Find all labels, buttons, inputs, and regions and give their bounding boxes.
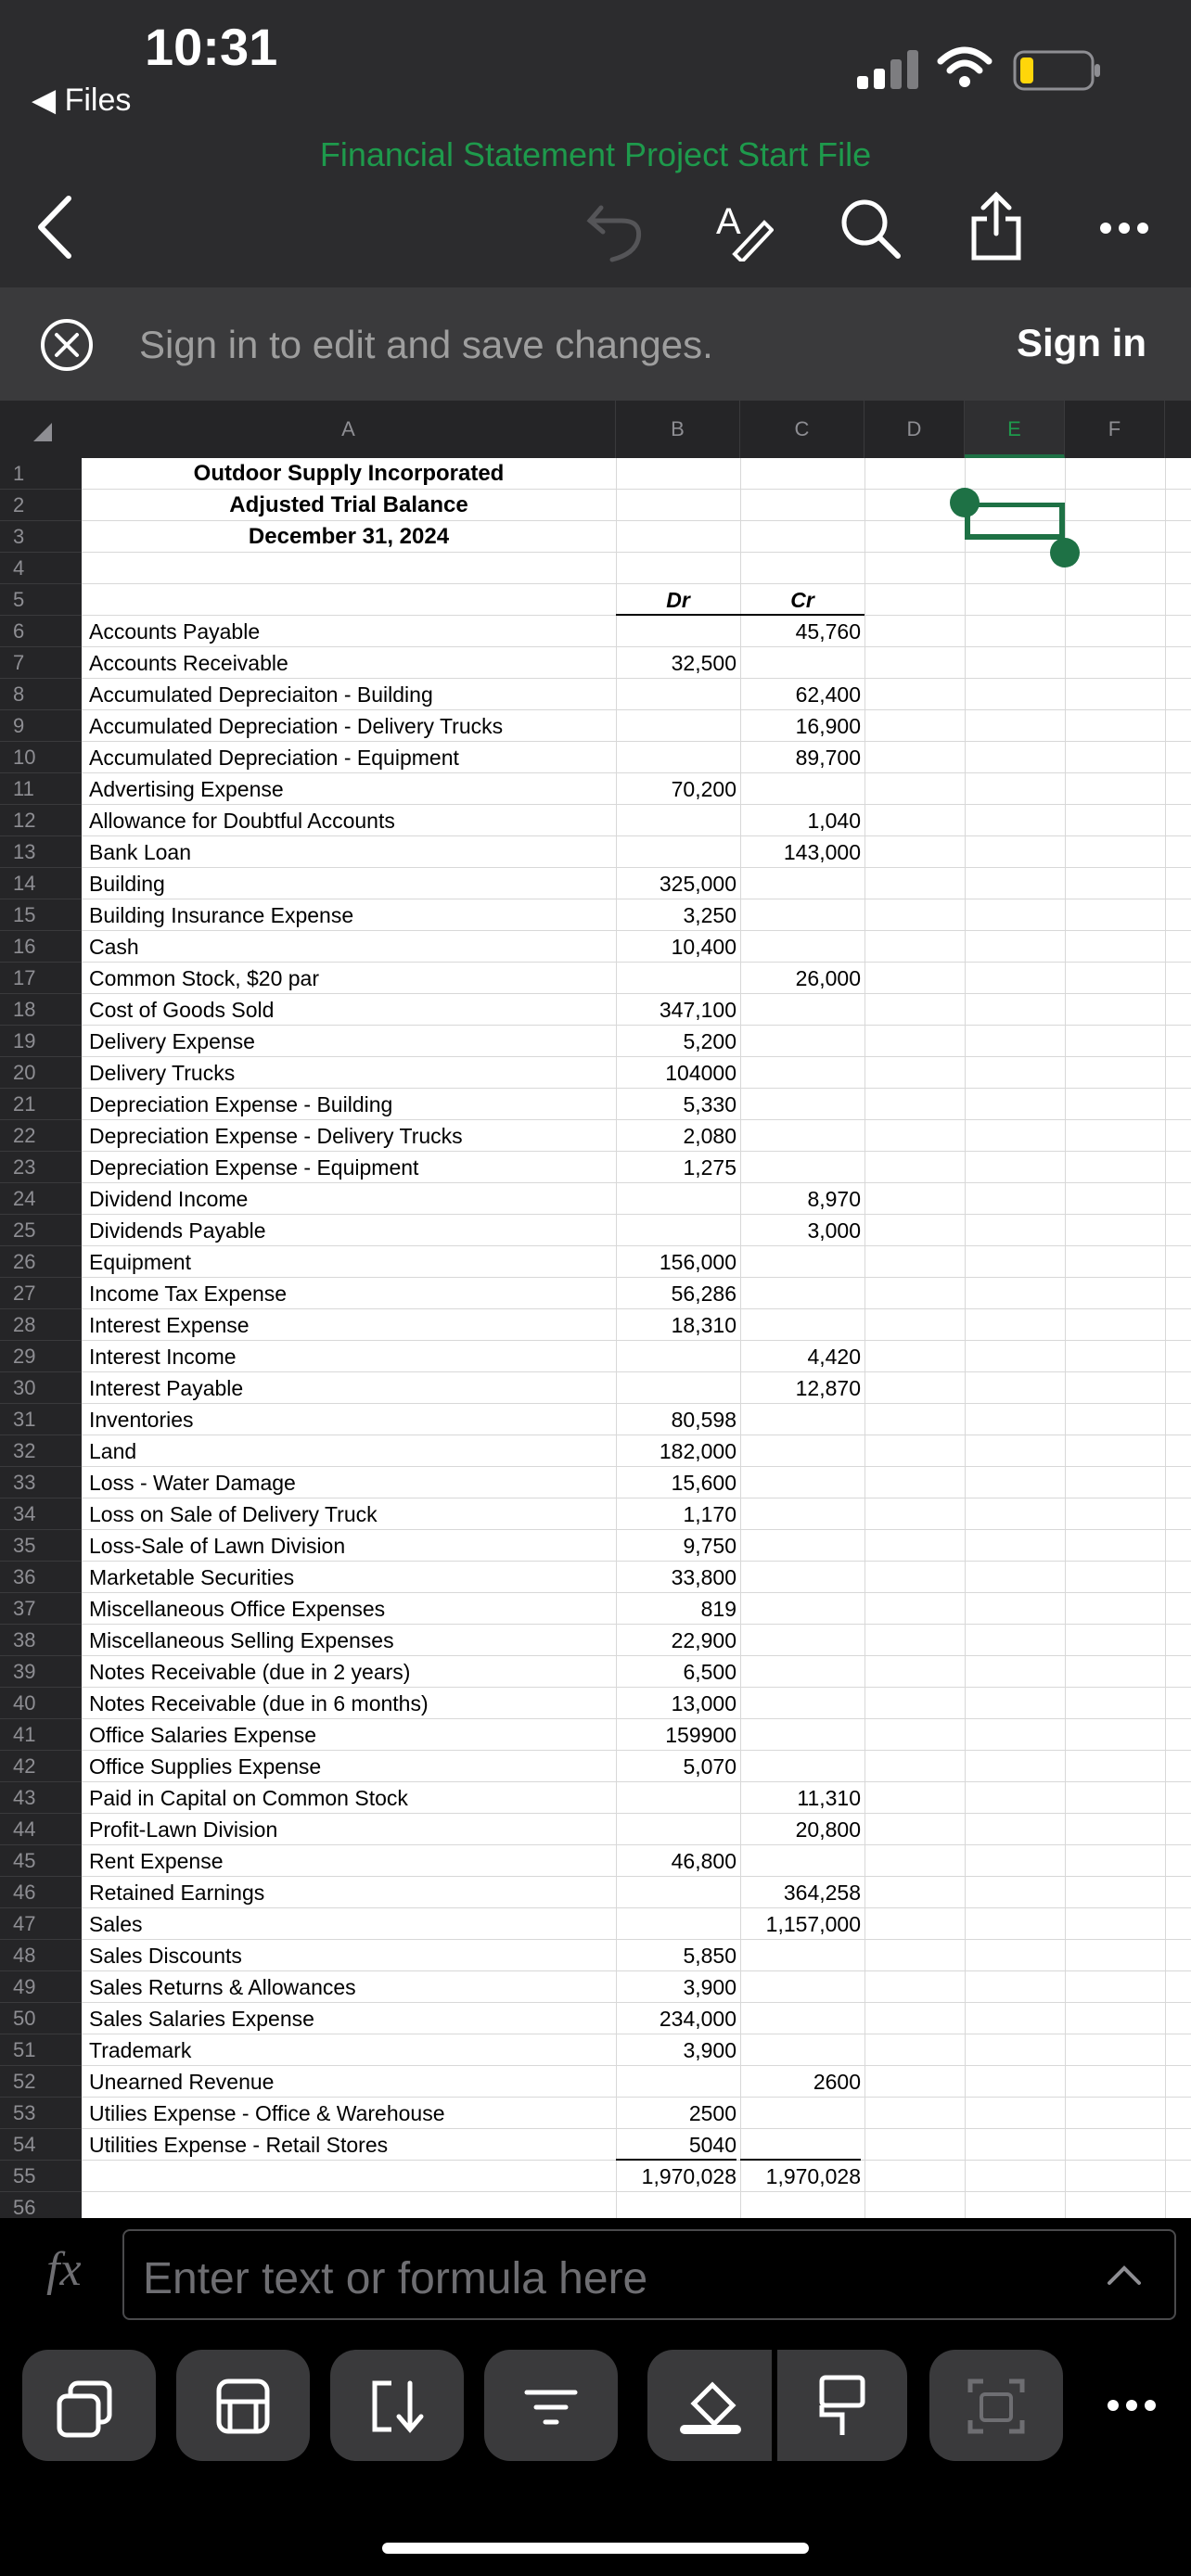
title-line-1[interactable]: Outdoor Supply Incorporated <box>193 461 505 486</box>
row-header[interactable]: 54 <box>0 2129 82 2161</box>
account-name[interactable]: Marketable Securities <box>89 1565 295 1589</box>
dr-header[interactable]: Dr <box>616 584 740 616</box>
credit-cell[interactable] <box>740 1940 861 1971</box>
row-header[interactable]: 35 <box>0 1530 82 1562</box>
account-name[interactable]: Delivery Trucks <box>89 1061 236 1085</box>
credit-cell[interactable] <box>740 931 861 963</box>
more-options-icon[interactable] <box>1098 221 1150 236</box>
credit-cell[interactable] <box>740 1656 861 1688</box>
row-header[interactable]: 44 <box>0 1814 82 1845</box>
debit-cell[interactable]: 3,900 <box>683 1975 736 1999</box>
row-header[interactable]: 53 <box>0 2098 82 2129</box>
debit-cell[interactable]: 5,070 <box>683 1754 736 1779</box>
row-header[interactable]: 46 <box>0 1877 82 1908</box>
credit-cell[interactable] <box>740 1530 861 1562</box>
row-header[interactable]: 48 <box>0 1940 82 1971</box>
credit-cell[interactable]: 62,400 <box>795 682 861 707</box>
format-brush-icon <box>777 2350 907 2461</box>
credit-cell[interactable] <box>740 647 861 679</box>
row-header[interactable]: 7 <box>0 647 82 679</box>
formula-placeholder: Enter text or formula here <box>143 2254 648 2303</box>
scan-button[interactable] <box>929 2350 1063 2461</box>
column-header-c[interactable]: C <box>740 401 864 458</box>
selection-handle-end[interactable] <box>1050 538 1080 567</box>
credit-cell[interactable] <box>740 1057 861 1089</box>
draw-pen-icon[interactable] <box>714 197 774 261</box>
debit-cell[interactable] <box>616 710 736 742</box>
debit-cell[interactable]: 1,170 <box>683 1502 736 1526</box>
row-header[interactable]: 39 <box>0 1656 82 1688</box>
debit-cell[interactable] <box>616 616 736 647</box>
row-header[interactable]: 26 <box>0 1246 82 1278</box>
row-header[interactable]: 50 <box>0 2003 82 2034</box>
debit-cell[interactable]: 22,900 <box>671 1628 736 1652</box>
freeze-icon <box>176 2350 310 2461</box>
credit-cell[interactable] <box>740 2129 861 2161</box>
debit-cell[interactable]: 9,750 <box>683 1534 736 1558</box>
column-headers <box>0 401 1191 458</box>
row-header[interactable]: 34 <box>0 1498 82 1530</box>
credit-cell[interactable] <box>740 1467 861 1498</box>
debit-cell[interactable]: 3,900 <box>683 2038 736 2062</box>
account-name[interactable]: Utilities Expense - Retail Stores <box>89 2133 389 2157</box>
total-credit[interactable]: 1,970,028 <box>765 2164 861 2188</box>
debit-cell[interactable] <box>616 1341 736 1372</box>
credit-cell[interactable]: 2600 <box>813 2070 861 2094</box>
credit-cell[interactable]: 143,000 <box>783 840 861 864</box>
row-header[interactable]: 10 <box>0 742 82 773</box>
account-name[interactable]: Utilies Expense - Office & Warehouse <box>89 2101 445 2125</box>
debit-cell[interactable] <box>616 836 736 868</box>
freeze-panes-button[interactable] <box>176 2350 310 2461</box>
debit-cell[interactable]: 2500 <box>688 2101 736 2125</box>
account-name[interactable]: Depreciation Expense - Equipment <box>89 1155 419 1180</box>
account-name[interactable]: Miscellaneous Selling Expenses <box>89 1628 394 1652</box>
cell-selection[interactable] <box>965 503 1065 540</box>
account-name[interactable]: Common Stock, $20 par <box>89 966 320 990</box>
account-name[interactable]: Profit-Lawn Division <box>89 1817 278 1842</box>
debit-cell[interactable]: 159900 <box>665 1723 736 1747</box>
debit-cell[interactable]: 70,200 <box>671 777 736 801</box>
row-header[interactable]: 40 <box>0 1688 82 1719</box>
account-name[interactable]: Loss-Sale of Lawn Division <box>89 1534 346 1558</box>
credit-cell[interactable] <box>740 1246 861 1278</box>
row-header[interactable]: 55 <box>0 2161 82 2192</box>
row-header[interactable]: 30 <box>0 1372 82 1404</box>
account-name[interactable]: Bank Loan <box>89 840 191 864</box>
account-name[interactable]: Miscellaneous Office Expenses <box>89 1597 386 1621</box>
copy-button[interactable] <box>22 2350 156 2461</box>
account-name[interactable]: Building <box>89 872 165 896</box>
account-name[interactable]: Cash <box>89 935 139 959</box>
row-header[interactable]: 20 <box>0 1057 82 1089</box>
chevron-up-icon[interactable] <box>1106 2264 1143 2287</box>
account-name[interactable]: Accounts Receivable <box>89 651 288 675</box>
credit-cell[interactable] <box>740 1845 861 1877</box>
row-header[interactable]: 47 <box>0 1908 82 1940</box>
row-header[interactable]: 1 <box>0 458 82 490</box>
credit-cell[interactable]: 16,900 <box>795 714 861 738</box>
credit-cell[interactable]: 12,870 <box>795 1376 861 1400</box>
account-name[interactable]: Accumulated Depreciation - Equipment <box>89 746 459 770</box>
credit-cell[interactable] <box>740 868 861 899</box>
row-header[interactable]: 3 <box>0 521 82 553</box>
credit-cell[interactable]: 1,040 <box>807 809 861 833</box>
credit-cell[interactable] <box>740 1026 861 1057</box>
debit-cell[interactable]: 13,000 <box>671 1691 736 1715</box>
account-name[interactable]: Building Insurance Expense <box>89 903 354 927</box>
battery-icon <box>1013 50 1102 91</box>
account-name[interactable]: Cost of Goods Sold <box>89 998 275 1022</box>
column-header-e[interactable]: E <box>965 401 1065 458</box>
sign-in-banner <box>0 287 1191 401</box>
row-header[interactable]: 31 <box>0 1404 82 1435</box>
row-header[interactable]: 8 <box>0 679 82 710</box>
debit-cell[interactable]: 5,850 <box>683 1944 736 1968</box>
credit-cell[interactable] <box>740 1562 861 1593</box>
sign-in-button[interactable]: Sign in <box>1017 321 1146 364</box>
row-header[interactable]: 28 <box>0 1309 82 1341</box>
row-header[interactable]: 5 <box>0 584 82 616</box>
credit-cell[interactable] <box>740 1751 861 1782</box>
debit-cell[interactable]: 15,600 <box>671 1471 736 1495</box>
credit-cell[interactable] <box>740 1625 861 1656</box>
debit-cell[interactable] <box>616 1215 736 1246</box>
account-name[interactable]: Interest Payable <box>89 1376 244 1400</box>
debit-cell[interactable]: 2,080 <box>683 1124 736 1148</box>
fx-label: fx <box>46 2243 82 2296</box>
credit-cell[interactable]: 364,258 <box>783 1881 861 1905</box>
debit-cell[interactable]: 80,598 <box>671 1408 736 1432</box>
credit-cell[interactable] <box>740 1435 861 1467</box>
debit-cell[interactable] <box>616 1372 736 1404</box>
row-header[interactable]: 21 <box>0 1089 82 1120</box>
top-bar <box>0 0 1191 287</box>
column-header-b[interactable]: B <box>616 401 740 458</box>
account-name[interactable]: Delivery Expense <box>89 1029 255 1053</box>
account-name[interactable]: Notes Receivable (due in 2 years) <box>89 1660 411 1684</box>
debit-cell[interactable]: 3,250 <box>683 903 736 927</box>
row-header[interactable]: 27 <box>0 1278 82 1309</box>
debit-cell[interactable] <box>616 1908 736 1940</box>
account-name[interactable]: Sales Returns & Allowances <box>89 1975 356 1999</box>
row-header[interactable]: 33 <box>0 1467 82 1498</box>
account-name[interactable]: Dividend Income <box>89 1187 249 1211</box>
account-name[interactable]: Sales <box>89 1912 143 1936</box>
credit-cell[interactable] <box>740 1152 861 1183</box>
row-header[interactable]: 17 <box>0 963 82 994</box>
title-line-2[interactable]: Adjusted Trial Balance <box>229 492 468 517</box>
debit-cell[interactable] <box>616 742 736 773</box>
account-name[interactable]: Allowance for Doubtful Accounts <box>89 809 395 833</box>
format-painter-button[interactable] <box>777 2350 907 2461</box>
debit-cell[interactable] <box>616 679 736 710</box>
row-header[interactable]: 43 <box>0 1782 82 1814</box>
fill-color-button[interactable] <box>647 2350 772 2461</box>
account-name[interactable]: Depreciation Expense - Delivery Trucks <box>89 1124 463 1148</box>
debit-cell[interactable]: 325,000 <box>659 872 736 896</box>
row-header[interactable]: 16 <box>0 931 82 963</box>
account-name[interactable]: Rent Expense <box>89 1849 224 1873</box>
row-header[interactable]: 6 <box>0 616 82 647</box>
column-header-a[interactable]: A <box>82 401 616 458</box>
credit-cell[interactable] <box>740 1593 861 1625</box>
row-header[interactable]: 38 <box>0 1625 82 1656</box>
account-name[interactable]: Office Salaries Expense <box>89 1723 317 1747</box>
account-name[interactable]: Office Supplies Expense <box>89 1754 322 1779</box>
account-name[interactable]: Loss - Water Damage <box>89 1471 296 1495</box>
row-header[interactable]: 56 <box>0 2192 82 2218</box>
account-name[interactable]: Income Tax Expense <box>89 1282 288 1306</box>
home-indicator <box>382 2543 809 2554</box>
credit-cell[interactable] <box>740 1089 861 1120</box>
debit-cell[interactable] <box>616 1782 736 1814</box>
credit-cell[interactable]: 20,800 <box>795 1817 861 1842</box>
debit-cell[interactable]: 234,000 <box>659 2007 736 2031</box>
debit-cell[interactable] <box>616 1814 736 1845</box>
row-header[interactable]: 14 <box>0 868 82 899</box>
select-all-icon[interactable] <box>32 421 54 443</box>
debit-cell[interactable] <box>616 2066 736 2098</box>
account-name[interactable]: Notes Receivable (due in 6 months) <box>89 1691 429 1715</box>
credit-cell[interactable] <box>740 1120 861 1152</box>
debit-cell[interactable] <box>616 1877 736 1908</box>
filter-button[interactable] <box>484 2350 618 2461</box>
debit-cell[interactable] <box>616 963 736 994</box>
account-name[interactable]: Retained Earnings <box>89 1881 265 1905</box>
title-line-3[interactable]: December 31, 2024 <box>248 524 450 549</box>
account-name[interactable]: Sales Discounts <box>89 1944 242 1968</box>
credit-cell[interactable]: 3,000 <box>807 1218 861 1243</box>
sort-button[interactable] <box>330 2350 464 2461</box>
row-header[interactable]: 51 <box>0 2034 82 2066</box>
account-name[interactable]: Loss on Sale of Delivery Truck <box>89 1502 378 1526</box>
debit-cell[interactable]: 46,800 <box>671 1849 736 1873</box>
account-name[interactable]: Inventories <box>89 1408 194 1432</box>
row-header[interactable]: 22 <box>0 1120 82 1152</box>
account-name[interactable]: Trademark <box>89 2038 192 2062</box>
scan-icon <box>929 2350 1063 2461</box>
file-title: Financial Statement Project Start File <box>319 135 872 173</box>
row-header[interactable]: 37 <box>0 1593 82 1625</box>
account-name[interactable]: Accumulated Depreciaiton - Building <box>89 682 433 707</box>
svg-text:A: A <box>716 201 741 242</box>
account-name[interactable]: Land <box>89 1439 137 1463</box>
account-name[interactable]: Accounts Payable <box>89 619 261 644</box>
total-debit[interactable]: 1,970,028 <box>641 2164 736 2188</box>
credit-cell[interactable] <box>740 1404 861 1435</box>
row-header[interactable]: 24 <box>0 1183 82 1215</box>
debit-cell[interactable]: 104000 <box>665 1061 736 1085</box>
debit-cell[interactable]: 10,400 <box>671 935 736 959</box>
credit-cell[interactable] <box>740 899 861 931</box>
sign-in-message: Sign in to edit and save changes. <box>139 323 713 366</box>
cr-header[interactable]: Cr <box>740 584 864 616</box>
column-header-d[interactable]: D <box>864 401 965 458</box>
account-name[interactable]: Interest Expense <box>89 1313 250 1337</box>
row-header[interactable]: 18 <box>0 994 82 1026</box>
row-header[interactable]: 29 <box>0 1341 82 1372</box>
account-name[interactable]: Unearned Revenue <box>89 2070 275 2094</box>
account-name[interactable]: Interest Income <box>89 1345 237 1369</box>
search-icon[interactable] <box>839 197 903 261</box>
row-header[interactable]: 42 <box>0 1751 82 1782</box>
table-row <box>82 553 1191 584</box>
credit-cell[interactable] <box>740 2003 861 2034</box>
account-name[interactable]: Accumulated Depreciation - Delivery Trucks <box>89 714 504 738</box>
formula-input[interactable] <box>122 2229 1176 2320</box>
debit-cell[interactable]: 6,500 <box>683 1660 736 1684</box>
credit-cell[interactable] <box>740 1719 861 1751</box>
account-name[interactable]: Dividends Payable <box>89 1218 266 1243</box>
credit-cell[interactable] <box>740 994 861 1026</box>
row-header[interactable]: 32 <box>0 1435 82 1467</box>
sort-icon <box>330 2350 464 2461</box>
paint-bucket-icon <box>647 2350 772 2461</box>
credit-cell[interactable] <box>740 1309 861 1341</box>
debit-cell[interactable]: 347,100 <box>659 998 736 1022</box>
account-name[interactable]: Depreciation Expense - Building <box>89 1092 393 1116</box>
row-header[interactable]: 49 <box>0 1971 82 2003</box>
debit-cell[interactable]: 182,000 <box>659 1439 736 1463</box>
credit-cell[interactable] <box>740 2034 861 2066</box>
debit-cell[interactable] <box>616 1183 736 1215</box>
credit-cell[interactable]: 4,420 <box>807 1345 861 1369</box>
credit-cell[interactable] <box>740 1971 861 2003</box>
wifi-icon <box>937 45 992 91</box>
credit-cell[interactable]: 8,970 <box>807 1187 861 1211</box>
table-row <box>82 2192 1191 2218</box>
formula-area <box>0 2218 1191 2576</box>
credit-cell[interactable] <box>740 2098 861 2129</box>
debit-cell[interactable]: 156,000 <box>659 1250 736 1274</box>
account-name[interactable]: Sales Salaries Expense <box>89 2007 314 2031</box>
row-header[interactable]: 45 <box>0 1845 82 1877</box>
debit-cell[interactable]: 5,200 <box>683 1029 736 1053</box>
row-header[interactable]: 23 <box>0 1152 82 1183</box>
credit-cell[interactable]: 1,157,000 <box>765 1912 861 1936</box>
credit-cell[interactable]: 45,760 <box>795 619 861 644</box>
undo-icon[interactable] <box>584 198 649 263</box>
credit-cell[interactable] <box>740 773 861 805</box>
row-header[interactable]: 15 <box>0 899 82 931</box>
toolbar-more-icon[interactable] <box>1106 2398 1158 2413</box>
share-icon[interactable] <box>968 191 1024 261</box>
row-header[interactable]: 9 <box>0 710 82 742</box>
debit-cell[interactable]: 819 <box>700 1597 736 1621</box>
selection-handle-start[interactable] <box>950 488 980 517</box>
spreadsheet-grid[interactable] <box>0 401 1191 2218</box>
credit-cell[interactable]: 89,700 <box>795 746 861 770</box>
row-header[interactable]: 52 <box>0 2066 82 2098</box>
column-header-f[interactable]: F <box>1065 401 1165 458</box>
debit-cell[interactable]: 1,275 <box>683 1155 736 1180</box>
row-header[interactable]: 19 <box>0 1026 82 1057</box>
debit-cell[interactable]: 33,800 <box>671 1565 736 1589</box>
row-header[interactable]: 41 <box>0 1719 82 1751</box>
credit-cell[interactable] <box>740 1688 861 1719</box>
credit-cell[interactable]: 11,310 <box>797 1786 861 1810</box>
account-name[interactable]: Advertising Expense <box>89 777 284 801</box>
account-name[interactable]: Paid in Capital on Common Stock <box>89 1786 408 1810</box>
back-to-files-link[interactable]: ◀ Files <box>32 83 132 118</box>
credit-cell[interactable]: 26,000 <box>795 966 861 990</box>
row-header[interactable]: 36 <box>0 1562 82 1593</box>
cellular-signal-icon <box>853 48 928 91</box>
back-chevron-icon[interactable] <box>33 195 74 260</box>
row-header[interactable]: 2 <box>0 490 82 521</box>
close-icon[interactable] <box>39 317 95 373</box>
account-name[interactable]: Equipment <box>89 1250 191 1274</box>
row-header[interactable]: 12 <box>0 805 82 836</box>
filter-icon <box>484 2350 618 2461</box>
copy-icon <box>22 2350 156 2461</box>
debit-cell[interactable]: 18,310 <box>671 1313 736 1337</box>
status-time: 10:31 <box>145 18 278 76</box>
row-header[interactable]: 4 <box>0 553 82 584</box>
row-header[interactable]: 13 <box>0 836 82 868</box>
debit-cell[interactable]: 5,330 <box>683 1092 736 1116</box>
credit-cell[interactable] <box>740 1278 861 1309</box>
debit-cell[interactable]: 32,500 <box>671 651 736 675</box>
debit-cell[interactable]: 56,286 <box>671 1282 736 1306</box>
debit-cell[interactable] <box>616 805 736 836</box>
row-header[interactable]: 25 <box>0 1215 82 1246</box>
credit-cell[interactable] <box>740 1498 861 1530</box>
debit-cell[interactable]: 5040 <box>616 2129 736 2161</box>
row-header[interactable]: 11 <box>0 773 82 805</box>
